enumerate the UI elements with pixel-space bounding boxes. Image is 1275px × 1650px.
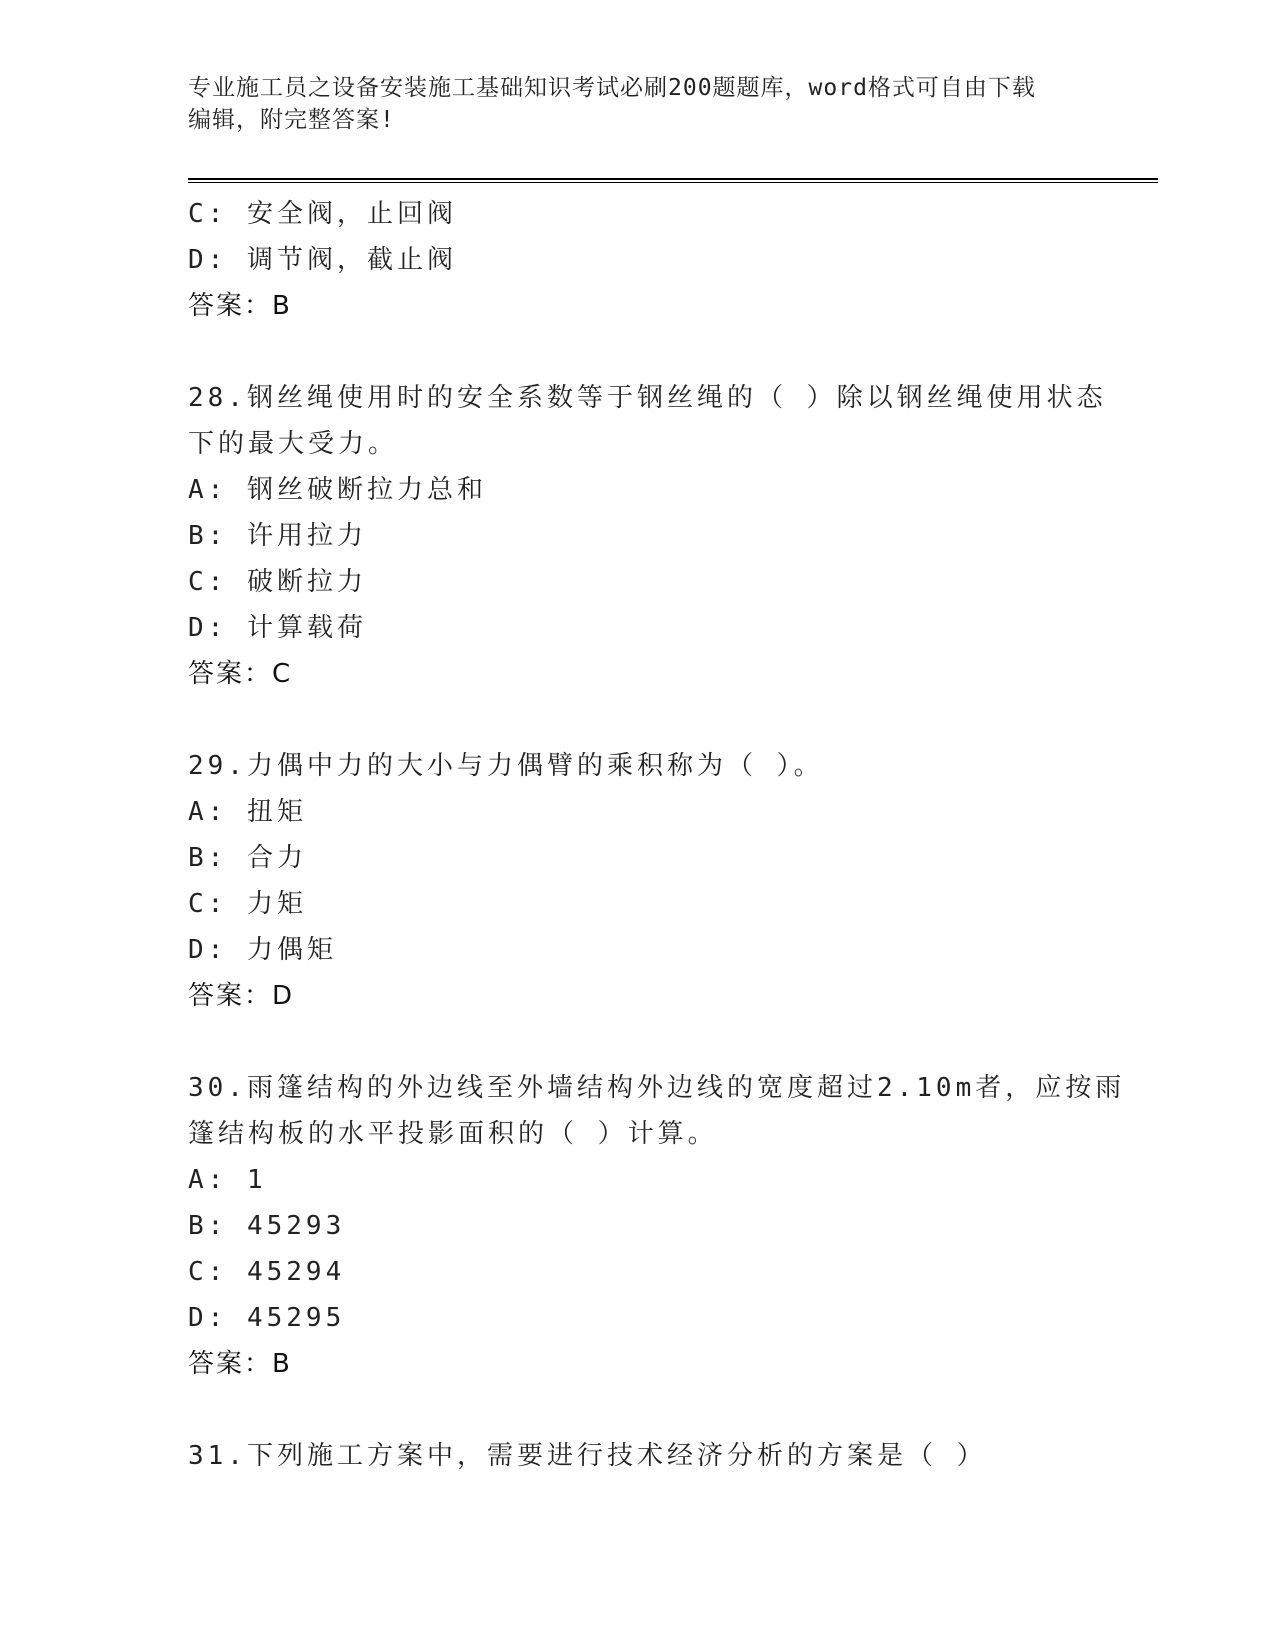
- option-d: D: 力偶矩: [188, 935, 337, 965]
- option-c: C: 安全阀，止回阀: [188, 199, 457, 229]
- spacer: [188, 1019, 1158, 1065]
- option-a: A: 钢丝破断拉力总和: [188, 475, 487, 505]
- question-text: 28.钢丝绳使用时的安全系数等于钢丝绳的（ ）除以钢丝绳使用状态: [188, 383, 1107, 413]
- option-b: B: 合力: [188, 843, 307, 873]
- option-a: A: 1: [188, 1165, 267, 1195]
- document-header: [188, 72, 1088, 136]
- option-d: D: 45295: [188, 1303, 346, 1333]
- question-27-tail: [188, 191, 1158, 329]
- option-b: B: 45293: [188, 1211, 346, 1241]
- option-d: D: 调节阀，截止阀: [188, 245, 457, 275]
- question-31: [188, 1433, 1158, 1479]
- answer-line: 答案：B: [188, 1349, 292, 1379]
- question-28: [188, 375, 1158, 697]
- question-text: 篷结构板的水平投影面积的（ ）计算。: [188, 1119, 718, 1149]
- question-text: 30.雨篷结构的外边线至外墙结构外边线的宽度超过2.10m者，应按雨: [188, 1073, 1126, 1103]
- question-text: 29.力偶中力的大小与力偶臂的乘积称为（ ）。: [188, 751, 824, 781]
- question-text: 下的最大受力。: [188, 429, 399, 459]
- spacer: [188, 329, 1158, 375]
- header-title-line-2: 编辑，附完整答案!: [188, 107, 395, 133]
- question-text: 31.下列施工方案中，需要进行技术经济分析的方案是（ ）: [188, 1441, 987, 1471]
- option-c: C: 力矩: [188, 889, 307, 919]
- spacer: [188, 1387, 1158, 1433]
- option-d: D: 计算载荷: [188, 613, 367, 643]
- header-divider: [188, 178, 1158, 183]
- answer-line: 答案：C: [188, 659, 293, 689]
- question-list: [188, 191, 1158, 1479]
- question-29: [188, 743, 1158, 1019]
- option-c: C: 45294: [188, 1257, 346, 1287]
- answer-line: 答案：B: [188, 291, 292, 321]
- option-c: C: 破断拉力: [188, 567, 367, 597]
- option-a: A: 扭矩: [188, 797, 307, 827]
- question-30: [188, 1065, 1158, 1387]
- answer-line: 答案：D: [188, 981, 295, 1011]
- spacer: [188, 697, 1158, 743]
- header-title-line-1: 专业施工员之设备安装施工基础知识考试必刷200题题库，word格式可自由下载: [188, 75, 1036, 101]
- option-b: B: 许用拉力: [188, 521, 367, 551]
